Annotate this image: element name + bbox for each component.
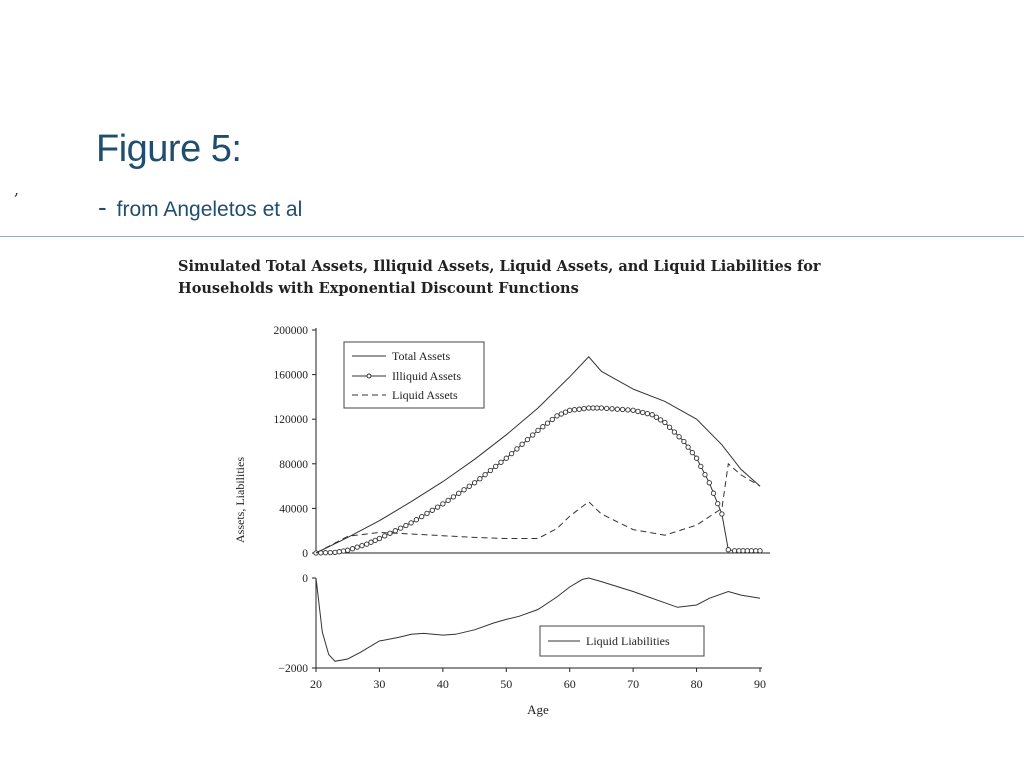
series-marker-illiquid-assets	[555, 414, 559, 418]
series-marker-illiquid-assets	[745, 549, 749, 553]
series-marker-illiquid-assets	[563, 410, 567, 414]
series-marker-illiquid-assets	[365, 542, 369, 546]
liabilities-x-tick-label: 70	[627, 677, 640, 691]
series-marker-illiquid-assets	[716, 501, 720, 505]
series-marker-illiquid-assets	[758, 549, 762, 553]
series-marker-illiquid-assets	[631, 408, 635, 412]
liabilities-y-ticks	[279, 573, 317, 675]
series-marker-illiquid-assets	[682, 439, 686, 443]
series-marker-illiquid-assets	[409, 521, 413, 525]
subtitle-text: from Angeletos et al	[116, 198, 303, 221]
assets-legend	[344, 342, 484, 408]
series-marker-illiquid-assets	[587, 406, 591, 410]
series-marker-illiquid-assets	[641, 410, 645, 414]
series-marker-illiquid-assets	[377, 536, 381, 540]
series-marker-illiquid-assets	[591, 406, 595, 410]
series-marker-illiquid-assets	[703, 472, 707, 476]
series-marker-illiquid-assets	[398, 526, 402, 530]
assets-y-tick-label: 80000	[279, 458, 308, 471]
series-marker-illiquid-assets	[373, 538, 377, 542]
liabilities-x-tick-label: 50	[500, 677, 513, 691]
assets-y-tick-label: 0	[302, 548, 308, 560]
slide-title: Figure 5:	[96, 128, 242, 170]
series-marker-illiquid-assets	[677, 435, 681, 439]
assets-y-tick-label: 160000	[273, 369, 308, 382]
assets-y-ticks	[274, 325, 317, 560]
liabilities-x-tick-label: 40	[436, 677, 449, 691]
series-marker-illiquid-assets	[494, 464, 498, 468]
series-marker-illiquid-assets	[749, 549, 753, 553]
series-marker-illiquid-assets	[707, 481, 711, 485]
series-marker-illiquid-assets	[425, 511, 429, 515]
series-marker-illiquid-assets	[457, 491, 461, 495]
series-marker-illiquid-assets	[654, 415, 658, 419]
series-marker-illiquid-assets	[323, 551, 327, 555]
series-marker-illiquid-assets	[328, 550, 332, 554]
liabilities-y-tick-label: −2000	[278, 663, 308, 675]
series-marker-illiquid-assets	[333, 550, 337, 554]
liabilities-x-tick-label: 80	[690, 677, 703, 691]
series-marker-illiquid-assets	[620, 407, 624, 411]
liabilities-y-tick-label: 0	[302, 573, 308, 585]
series-marker-illiquid-assets	[520, 442, 524, 446]
series-marker-illiquid-assets	[726, 548, 730, 552]
series-marker-illiquid-assets	[663, 420, 667, 424]
series-marker-illiquid-assets	[568, 408, 572, 412]
series-marker-illiquid-assets	[541, 425, 545, 429]
liabilities-x-tick-label: 30	[373, 677, 386, 691]
legend-swatch-illiquid-marker	[367, 374, 371, 378]
series-marker-illiquid-assets	[572, 408, 576, 412]
series-marker-illiquid-assets	[550, 417, 554, 421]
subtitle-dash: -	[98, 192, 107, 222]
series-marker-illiquid-assets	[667, 425, 671, 429]
series-marker-illiquid-assets	[545, 421, 549, 425]
series-marker-illiquid-assets	[626, 408, 630, 412]
series-marker-illiquid-assets	[383, 534, 387, 538]
series-line-liquid-assets	[316, 464, 760, 553]
series-marker-illiquid-assets	[369, 540, 373, 544]
series-marker-illiquid-assets	[337, 550, 341, 554]
series-marker-illiquid-assets	[467, 484, 471, 488]
series-marker-illiquid-assets	[504, 456, 508, 460]
legend-label-total-assets: Total Assets	[392, 349, 451, 363]
assets-y-tick-label: 40000	[279, 503, 308, 516]
series-marker-illiquid-assets	[404, 523, 408, 527]
assets-y-label: Assets, Liabilities	[233, 457, 247, 543]
series-marker-illiquid-assets	[711, 491, 715, 495]
legend-label-liquid-assets: Liquid Assets	[392, 388, 458, 402]
series-marker-illiquid-assets	[360, 543, 364, 547]
series-marker-illiquid-assets	[346, 548, 350, 552]
series-marker-illiquid-assets	[595, 406, 599, 410]
series-marker-illiquid-assets	[478, 477, 482, 481]
series-marker-illiquid-assets	[615, 407, 619, 411]
series-marker-illiquid-assets	[741, 549, 745, 553]
liabilities-x-ticks	[310, 668, 766, 691]
series-marker-illiquid-assets	[414, 518, 418, 522]
series-marker-illiquid-assets	[435, 505, 439, 509]
liabilities-x-tick-label: 60	[563, 677, 576, 691]
series-marker-illiquid-assets	[690, 450, 694, 454]
series-marker-illiquid-assets	[658, 418, 662, 422]
series-marker-illiquid-assets	[732, 549, 736, 553]
series-marker-illiquid-assets	[536, 428, 540, 432]
series-marker-illiquid-assets	[446, 498, 450, 502]
legend-label-liquid-liabilities: Liquid Liabilities	[586, 634, 670, 648]
figure-title-line-1: Simulated Total Assets, Illiquid Assets, Liquid Assets, and Liquid Liabilities for	[178, 258, 821, 275]
series-marker-illiquid-assets	[754, 549, 758, 553]
series-marker-illiquid-assets	[737, 549, 741, 553]
series-marker-illiquid-assets	[582, 406, 586, 410]
series-marker-illiquid-assets	[650, 413, 654, 417]
series-marker-illiquid-assets	[525, 437, 529, 441]
series-marker-illiquid-assets	[472, 481, 476, 485]
series-marker-illiquid-assets	[531, 433, 535, 437]
stray-comma: ,	[14, 180, 20, 199]
series-marker-illiquid-assets	[341, 549, 345, 553]
assets-y-tick-label: 200000	[273, 325, 308, 337]
series-marker-illiquid-assets	[509, 451, 513, 455]
liabilities-x-label: Age	[527, 702, 549, 717]
series-marker-illiquid-assets	[388, 531, 392, 535]
series-marker-illiquid-assets	[645, 411, 649, 415]
assets-y-tick-label: 120000	[273, 414, 308, 427]
figure-title-line-2: Households with Exponential Discount Functions	[178, 280, 579, 297]
series-marker-illiquid-assets	[699, 464, 703, 468]
series-marker-illiquid-assets	[599, 406, 603, 410]
liabilities-x-tick-label: 90	[754, 677, 766, 691]
series-marker-illiquid-assets	[577, 407, 581, 411]
series-marker-illiquid-assets	[355, 545, 359, 549]
series-marker-illiquid-assets	[636, 409, 640, 413]
series-marker-illiquid-assets	[441, 502, 445, 506]
series-marker-illiquid-assets	[610, 407, 614, 411]
series-marker-illiquid-assets	[559, 412, 563, 416]
legend-label-illiquid-assets: Illiquid Assets	[392, 369, 462, 383]
series-marker-illiquid-assets	[720, 512, 724, 516]
series-marker-illiquid-assets	[350, 547, 354, 551]
series-marker-illiquid-assets	[451, 495, 455, 499]
series-marker-illiquid-assets	[686, 445, 690, 449]
series-marker-illiquid-assets	[430, 508, 434, 512]
liabilities-x-tick-label: 20	[310, 677, 322, 691]
liabilities-legend	[540, 626, 704, 656]
series-marker-illiquid-assets	[499, 460, 503, 464]
series-marker-illiquid-assets	[672, 430, 676, 434]
series-marker-illiquid-assets	[488, 468, 492, 472]
series-marker-illiquid-assets	[515, 447, 519, 451]
series-marker-illiquid-assets	[605, 406, 609, 410]
series-marker-illiquid-assets	[420, 514, 424, 518]
series-marker-illiquid-assets	[694, 456, 698, 460]
series-marker-illiquid-assets	[462, 488, 466, 492]
series-marker-illiquid-assets	[393, 529, 397, 533]
series-marker-illiquid-assets	[483, 472, 487, 476]
